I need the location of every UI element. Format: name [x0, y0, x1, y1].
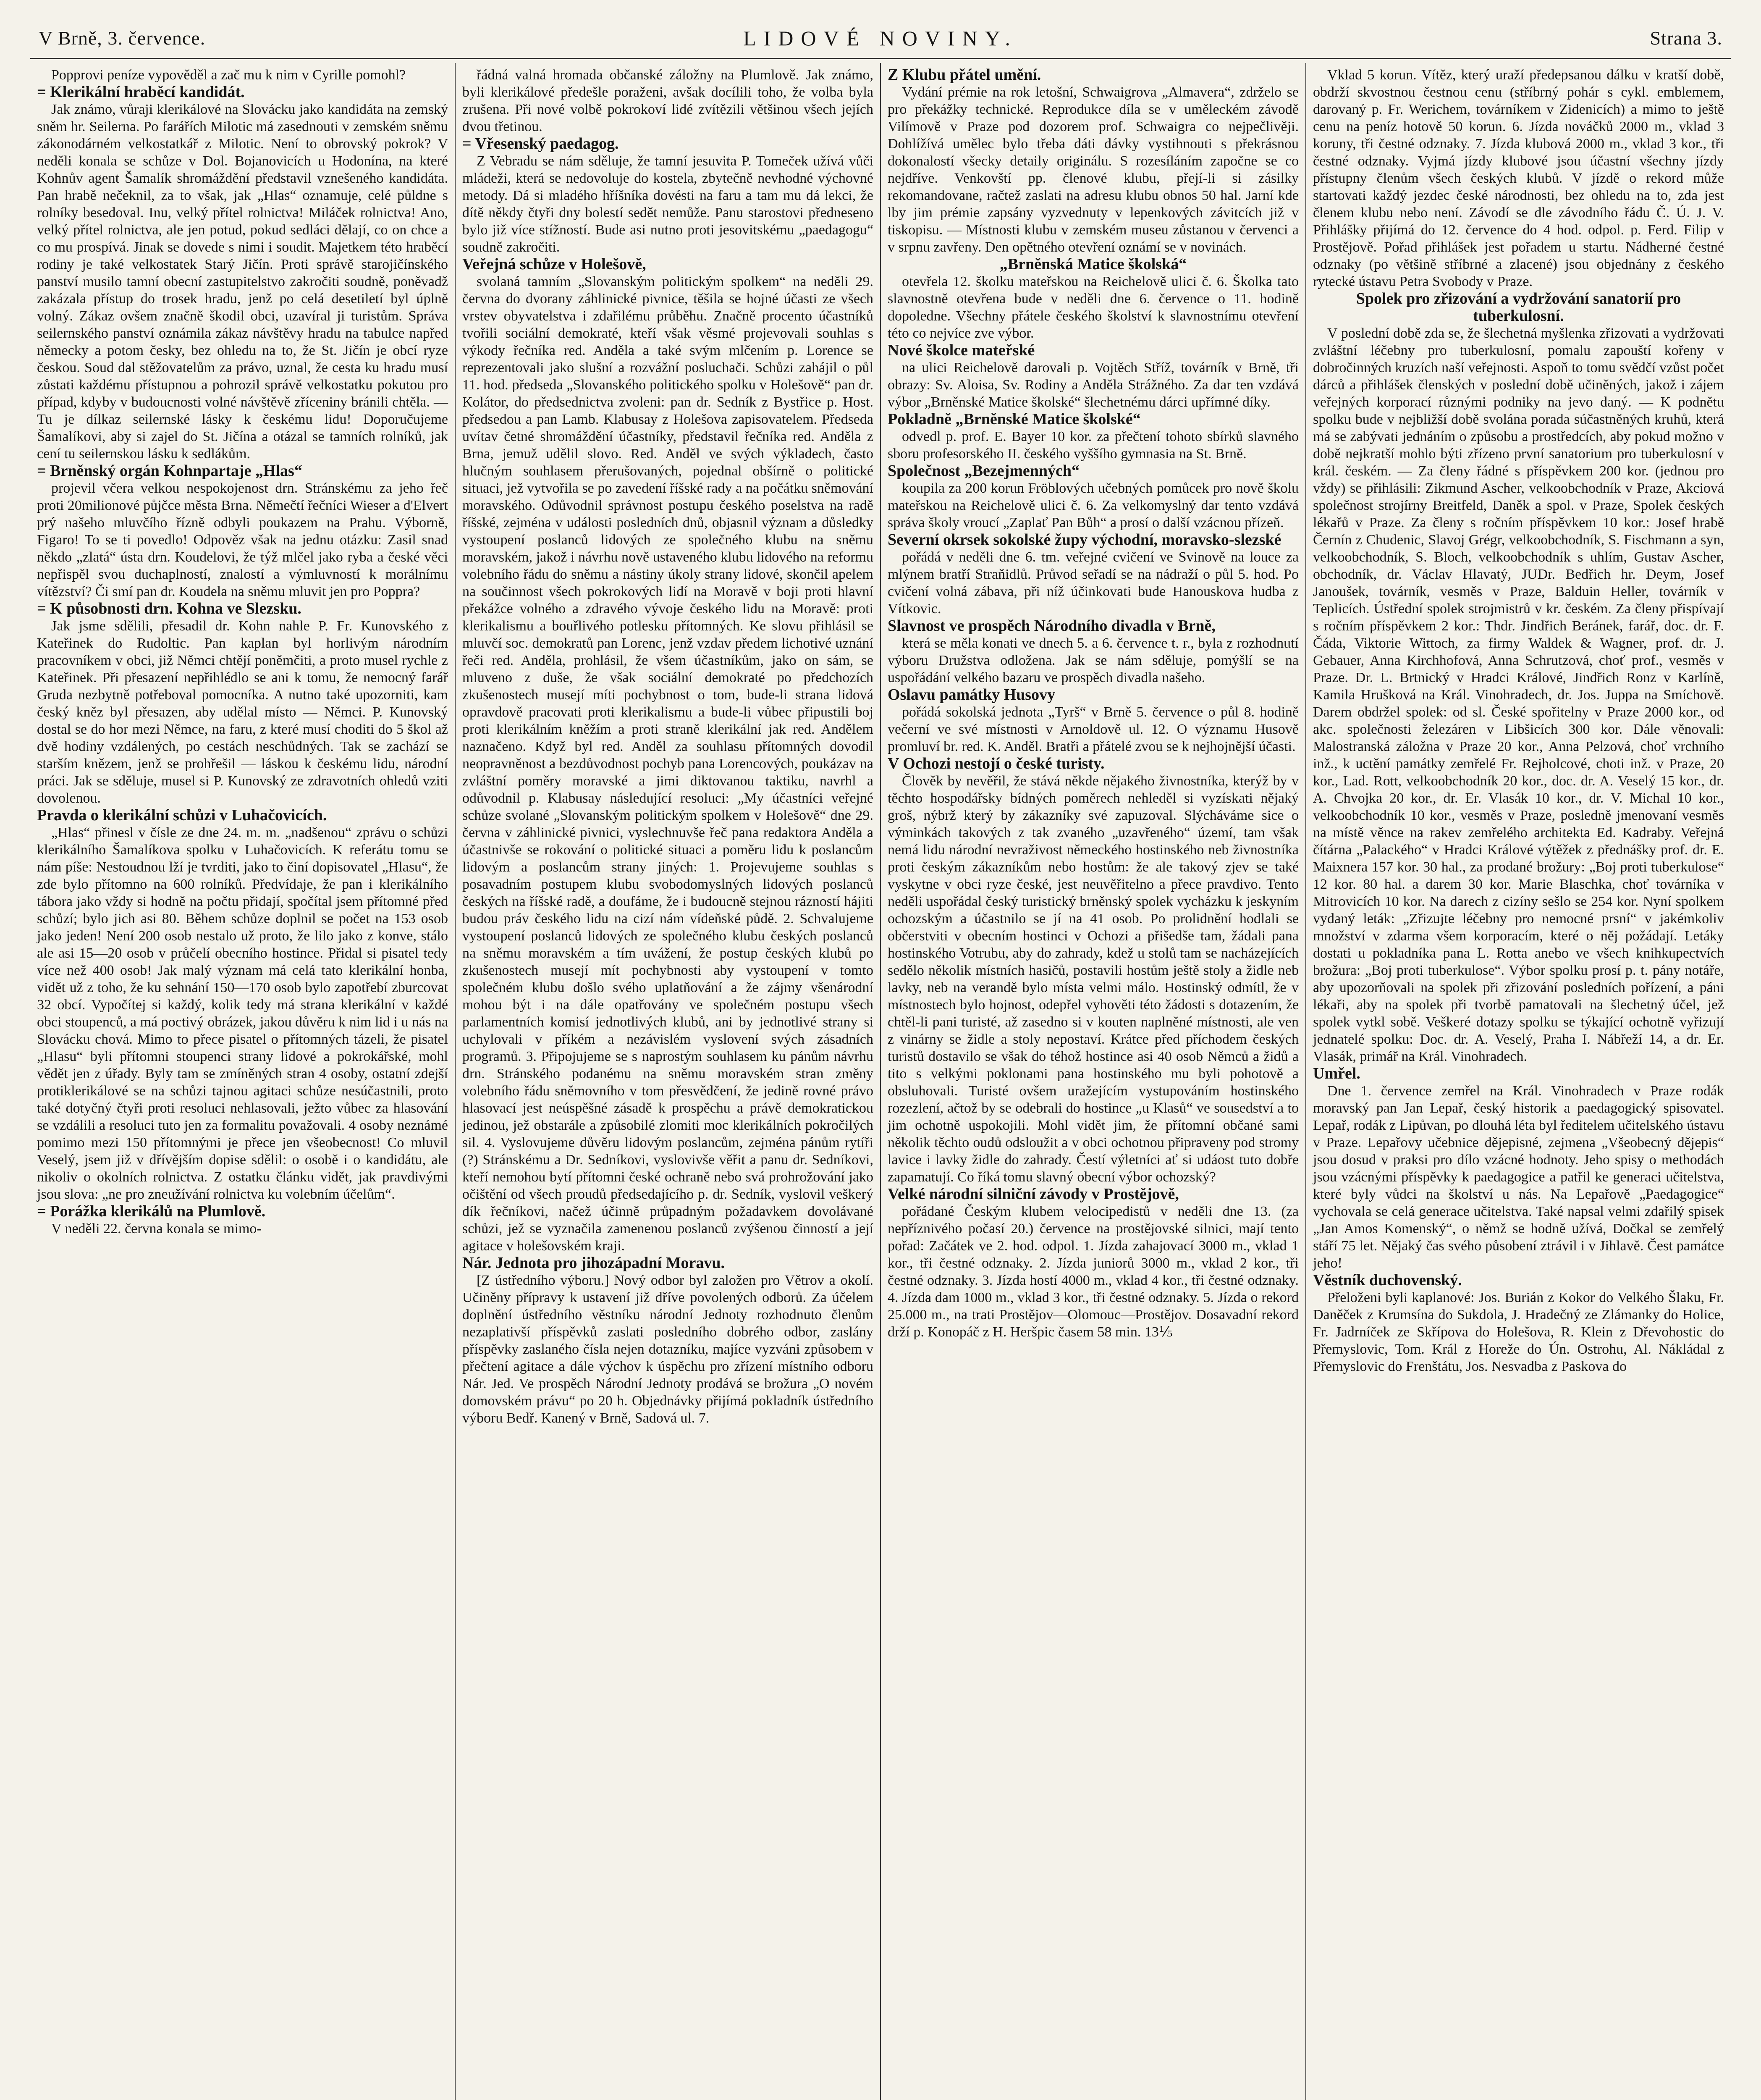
article-paragraph: pořádá sokolská jednota „Tyrš“ v Brně 5. července o půl 8. hodině večerní ve své místnosti v Arnoldově ul. 12. O významu Husově promluví br. red. K. Anděl. Bratři a přátelé zvou se k nejhojnější účasti.	[888, 704, 1299, 754]
article-heading: Oslavu památky Husovy	[888, 686, 1056, 704]
column-4	[1305, 63, 1731, 2100]
column-3	[880, 63, 1305, 2100]
article-paragraph: Z Vebradu se nám sděluje, že tamní jesuvita P. Tomeček užívá vůči mládeži, která se nedovoluje do kostela, zbytečně nevhodné výchovné metody. Dá si mladého hříšníka dovésti na faru a tam mu dá lekci, že dítě někdy čtyři dny bolestí sedět nemůže. Panu starostovi předneseno bylo již více stížností. Bude asi nutno proti jesovitskému „paedagogu“ soudně zakročiti.	[462, 153, 873, 255]
article-heading: Veřejná schůze v Holešově,	[462, 255, 646, 273]
article-paragraph: Přeloženi byli kaplanové: Jos. Burián z Kokor do Velkého Šlaku, Fr. Daněček z Krumsína do Sukdola, J. Hradečný ze Zlámanky do Holice, Fr. Jadrníček ze Skřípova do Holešova, R. Klein z Dřevohostic do Přemyslovic, Tom. Král z Horeže do Ún. Ostrohu, Al. Nákládal z Přemyslovic do Frenštátu, Jos. Nesvadba z Paskova do	[1313, 1290, 1724, 1374]
article-paragraph: Vklad 5 korun. Vítěz, který uraží předepsanou dálku v kratší době, obdrží skvostnou čestnou cenu (stříbrný pohár s cykl. emblemem, darovaný p. Fr. Werichem, továrníkem v Zidenicích) a mimo to ještě cenu na peníz hotově 50 korun. 6. Jízda nováčků 2000 m., vklad 3 koruny, tři čestné odznaky. 7. Jízda klubová 2000 m., vklad 3 kor., tři čestné odznaky. Vyjmá jízdy klubové jsou účastní všechny jízdy přístupny členům všech českých klubů. V jízdě o rekord může startovati každý jezdec české národnosti, bez ohledu na to, zda jest členem klubu nebo není. Závodí se dle závodního řádu Č. Ú. J. V. Přihlášky přijímá do 12. července do 4 hod. odpol. p. Ferd. Filip v Prostějově. Pořad přihlášek jest pořadem u startu. Nádherné čestné odznaky (po většině stříbrné a zlacené) jsou objednány z českého rytecké ústavu Petra Svobody v Praze.	[1313, 67, 1724, 289]
header-date: V Brně, 3. července.	[39, 27, 206, 49]
article-heading: = Klerikální hraběcí kandidát.	[37, 83, 245, 101]
article-paragraph: koupila za 200 korun Fröblových učebných pomůcek pro nově školu mateřskou na Reichelově ulici č. 6. Za velkomyslný dar tento vzdává správa školy vroucí „Zaplať Pan Bůh“ a prosí o další vzácnou přízeň.	[888, 480, 1299, 530]
article-paragraph: která se měla konati ve dnech 5. a 6. července t. r., byla z rozhodnutí výboru Družstva odložena. Jak se nám sděluje, pomýšlí se na uspořádání velkého bazaru ve prospěch divadla našeho.	[888, 635, 1299, 685]
article-paragraph: na ulici Reichelově darovali p. Vojtěch Stříž, továrník v Brně, tři obrazy: Sv. Aloisa, Sv. Rodiny a Anděla Strážného. Za dar ten vzdává výbor „Brněnské Matice školské“ šlechetnému dárci upřímné díky.	[888, 360, 1299, 410]
article-paragraph: projevil včera velkou nespokojenost drn. Stránskému za jeho řeč proti 20milionové půjčce města Brna. Němečtí řečníci Wieser a d'Elvert prý našeho mluvčího řízně odbyli poukazem na Prahu. Výborně, Figaro! To se ti povedlo! Odpověz však na jednu otázku: Zasil snad někdo „zlatá“ ústa drn. Koudelovi, že týž mlčel jako ryba a české věci nepřispěl svou duchaplností, znalostí a výmluvností k morálnímu vítězství? Či smí pan dr. Koudela na sněmu mluvit jen pro Poppra?	[37, 480, 448, 599]
article-paragraph: Dne 1. července zemřel na Král. Vinohradech v Praze rodák moravský pan Jan Lepař, český historik a paedagogický spisovatel. Lepař, rodák z Lipůvan, po dlouhá léta byl ředitelem učitelského ústavu v Praze. Lepařovy učebnice dějepisné, zejmena „Všeobecný dějepis“ jsou dosud v praksi pro dílo vzácné hodnoty. Jeho spisy o methodách jsou vzácnými příspěvky k paedagogice a patřil ke generaci učitelstva, které byly vůdci na školství u nás. Na Lepařově „Paedagogice“ vychovala se celá generace učitelstva. Také napsal velmi zdařilý spisek „Jan Amos Komenský“, o němž se hodně užívá, Dočkal se zemřelý stáří 75 let. Nějaký čas svého působení ztrávil i v Jihlavě. Čest památce jeho!	[1313, 1083, 1724, 1271]
article-heading: Nové školce mateřské	[888, 341, 1035, 359]
article-heading-centered: „Brněnská Matice školská“	[999, 255, 1187, 273]
article-paragraph: otevřela 12. školku mateřskou na Reichelově ulici č. 6. Školka tato slavnostně otevřena bude v neděli dne 6. července o 11. hodině dopoledne. Všechny přátele českého školství k slavnostnímu otevření této co nejvíce zve výbor.	[888, 274, 1299, 341]
article-heading-centered: Spolek pro zřizování a vydržování sanatorií pro tuberkulosní.	[1356, 290, 1681, 325]
masthead-title: LIDOVÉ NOVINY.	[743, 26, 1018, 50]
article-paragraph: Popprovi peníze vypověděl a zač mu k nim v Cyrille pomohl?	[51, 67, 406, 83]
article-heading: Pokladně „Brněnské Matice školské“	[888, 410, 1141, 428]
article-heading: Severní okrsek sokolské župy východní, moravsko-slezské	[888, 531, 1281, 549]
article-heading: V Ochozi nestojí o české turisty.	[888, 755, 1105, 772]
article-heading: = Porážka klerikálů na Plumlově.	[37, 1202, 266, 1220]
article-paragraph: V neděli 22. června konala se mimo-	[51, 1221, 262, 1236]
article-paragraph: svolaná tamním „Slovanským politickým spolkem“ na neděli 29. června do dvorany záhlinické pivnice, těšila se hojné účasti ze všech vrstev obyvatelstva i zdařilému průběhu. Značně procento účastníků tvořili sociální demokraté, kteří však věsmé projevovali souhlas s výkody řečníka red. Anděla a také svým mlčením p. Lorence se reprezentovali jako slušní a rozvážní posluchači. Schůzi zahájil o půl 11. hod. předseda „Slovanského politického spolku v Holešově“ pan dr. Kolátor, do předsednictva zvoleni: pan dr. Sedník z Bystřice p. Host. předsedou a pan Lamb. Klabusay z Holešova zapisovatelem. Předseda uvítav četné shromáždění účastníky, představil řečníka red. Anděla z Brna, jemuž udělil slovo. Red. Anděl ve svých výkladech, často hlučným souhlasem přerušovaných, pojednal obšírně o politické situaci, jež vytvořila se po zavedení říšské rady a na počátku sněmování moravského. Odůvodnil správnost postupu českého poselstva na radě říšské, zejména v události posledních dnů, objasnil význam a důsledky vystoupení poslanců lidových ze společného klubu na sněmu moravském, jakož i návrhu nově ustaveného klubu lidového na reformu volebního řádu do sněmu a nástiny úkoly strany lidové, skončil apelem na součinnost všech pokrokových lidí na Moravě v boji proti hlavní překážce volného a zdravého vývoje českého lidu na Moravě: proti klerikalismu a bouřlivého potlesku přítomných. Ke slovu přihlásil se mluvčí soc. demokratů pan Lorenc, jenž vzdav předem lichotivé uznání řeči red. Anděla, prohlásil, že všem účastníkům, jako on sám, se mluveno z duše, že však sociální demokraté po předchozích zkušenostech musejí míti pochybnost o tom, bude-li strana lidová opravdově pracovati proti klerikalismu a bude-li vůbec připustili boj proti klerikálním kněžím a proti straně klerikální jak red. Andělem naznačeno. Když byl red. Anděl za souhlasu přítomných dovodil neopravněnost a bezdůvodnost pochyb pana Lorencových, poukázav na zvláštní poměry moravské a jimi diktovanou taktiku, navrhl a odůvodnil p. Klabusay následující resoluci: „My účastníci veřejné schůze svolané „Slovanským politickým spolkem v Holešově“ dne 29. června v záhlinické pivnici, vyslechnuvše řeč pana redaktora Anděla a účastnivše se rokování o politické situaci a poměru lidu k poslancům lidovým a poslancům strany jiných: 1. Projevujeme souhlas s posavadním postupem klubu svobodomyslných lidových poslanců českých na říšské radě, a doufáme, že i budoucně stejnou rázností hájiti budou práv českého lidu na cizí nám vídeňské půdě. 2. Schvalujeme vystoupení poslanců lidových ze společného klubu českých poslanců na sněmu moravském a tím uvážení, že postup českých klubů po zkušenostech musejí mít pochybnosti aby vystoupení v tomto společném klubu došlo svého uplatňování a že zájmy všenárodní mohou být i na dále opatřovány ve společném postupu všech parlamentních komisí jednotlivých klubů, ani by jednotlivé strany si uchylovali v příkém a nezávislém vyslovení svých zásadních programů. 3. Připojujeme se s naprostým souhlasem ku pánům návrhu drn. Stránského podanému na sněmu moravském stran změny volebního řádu sněmovního v tom přesvědčení, že jedině rovné právo hlasovací jest neúspěšné zásadě k prospěchu a právě demokratickou jedinou, jež obstarále a způsobilé zlomiti moc klerikálních pokročilých sil. 4. Vyslovujeme důvěru lidovým poslancům, zejména pánům rytíři (?) Stránskému a Dr. Sedníkovi, vyslovivše věřit a panu dr. Sedníkovi, kteří nemohou bytí přítomni české ochraně nebo svá prohrožování jako očištění od všech proudů předsedajícího p. dr. Sedník, vyslovil veškerý dík řečníkovi, načež účinně průpadným požadavkem dovolávané schůzi, jež se vyznačila zamenenou poslanců zvýšenou činností a její agitace v holešovském kraji.	[462, 274, 873, 1254]
article-paragraph: Člověk by nevěřil, že stává někde nějakého živnostníka, kterýž by v těchto hospodářsky bídných poměrech nehleděl si vyzískati nějaký groš, nýbrž který by zákazníky své zapuzoval. Slýcháváme sice o výminkách takových z tak zvaného „uzavřeného“ území, tam však nemá lidu národní nevraživost německého hostinského neb živnostníka proti českým zákazníkům nebo hostům: že ale takový zjev se také vyskytne v obci ryze české, jest neuvěřitelno a přece pravdivo. Tento neděli uspořádal český turistický brněnský spolek vycházku k jeskyním ochozským a účastnilo se jí na 41 osob. Po prolidnění hodlali se občerstviti v obecním hostinci v Ochozi a přišedše tam, žádali pana hostinského Votrubu, aby do zahrady, kdež u stolů tam se nacházejících sedělo několik místních hasičů, postavili hostům ještě stoly a židle neb lavky, neb na verandě bylo místa velmi málo. Hostinský odmítl, že v místnostech bylo hojnost, odepřel vyhověti této žádosti s dotazením, že chtěl-li pani turisté, až zasedno si v kouten naplněné místnosti, ale ven z vinárny se židle a stoly nepostaví. Krátce před příchodem českých turistů dostavilo se však do téhož hostince asi 40 osob Němců a židů a tito s velkými poklonami pana hostinského mu byli pohotově a obsluhovali. Turisté ovšem uražejícím vystupováním hostinského rozezlení, ačtož by se odebrali do hostince „u Klasů“ ve sousedství a to jim ochotně uspokojili. Mohl vidět jim, že přítomní občané sami několik těchto oudů odsloužit a v obci ochotnou připraveny pod stromy lavice i lavky židle do zahrady. Čestí výletníci ať si udáost tuto dobře zapamatují. Co říká tomu slavný obecní výbor ochozský?	[888, 773, 1299, 1185]
article-paragraph: V poslední době zda se, že šlechetná myšlenka zřizovati a vydržovati zvláštní léčebny pro tuberkulosní, pomalu zapouští kořeny v dobročinných kruzích naší veřejnosti. Aspoň to tomu svědčí vzůst počet dárců a přihlášek členských v poslední době učiněných, jakož i zájem veřejných korporací různými podniky na jevo daný. — K podnětu spolku bude v nejbližší době svolána porada súčastněných kruhů, která má se zabývati jednáním o způsobu a prostředcích, aby pokud možno v době nejkratší mohlo býti zřízeno první sanatorium pro tuberkulosní v král. českém. — Za členy řádné s příspěvkem 200 kor. (jednou pro vždy) se přihlásili: Zikmund Ascher, velkoobchodník v Praze, Akciová společnost strojírny Breitfeld, Daněk a spol. v Praze, Spolek českých lékařů v Praze. Za členy s ročním příspěvkem 10 kor.: Josef hrabě Černín z Chudenic, Slavoj Grégr, velkoobchodník, S. Fischmann a syn, velkoobchodník, S. Bloch, velkoobchodník s uhlím, Gustav Ascher, obchodník, dr. Václav Hlavatý, JUDr. Bedřich hr. Deym, Josef Janoušek, továrník, vesměs v Praze, Balduin Heller, továrník v Teplicích. Ústřední spolek strojmistrů v kr. českém. Za členy přispívají s ročním příspěvkem 2 kor.: Thdr. Jindřich Beránek, farář, doc. dr. F. Čáda, Viktorie Wittoch, za firmy Waldek & Wagner, prof. dr. J. Gebauer, Anna Kirchhofová, Anna Schrutzová, choť prof., vesměs v Praze. Dr. L. Brtnický v Hradci Králové, Jindřich Ronz v Karlíně, Kamila Hrušková na Král. Vinohradech, dr. Jos. Juppa na Smíchově. Darem obdržel spolek: od sl. České spořitelny v Praze 2000 kor., od akc. společnosti železáren v Libšicích 300 kor. Dále věnovali: Malostranská záložna v Praze 20 kor., Anna Pelzová, choť vrchního inž., k uctění památky zemřelé Fr. Rejholcové, choti inž. v Praze, 20 kor., Lad. Rott, velkoobchodník 20 kor., doc. dr. A. Veselý 15 kor., dr. A. Chvojka 20 kor., dr. Er. Vlasák 10 kor., dr. V. Michal 10 kor., velkoobchodník 10 kor., vesměs v Praze, posledně jmenovaní vesměs na místě věnce na rakev zemřelého architekta Ed. Kadraby. Veřejná čítárna „Palackého“ v Hradci Králové výtěžek z přednášky prof. dr. E. Maixnera 157 kor. 30 hal., za prodané brožury: „Boj proti tuberkulose“ 12 kor. 80 hal. a darem 30 kor. Marie Blaschka, choť továrníka v Mitrovicích 10 kor. Na darech z cizíny sešlo se 254 kor. Nyní spolkem vydaný leták: „Zřizujte léčebny pro nemocné prsní“ v jakémkoliv množství v zdarma všem korporacím, které o něj požádají. Letáky dostati u pokladníka pana L. Rotta anebo ve všech knihkupectvích brožura: „Boj proti tuberkulose“. Výbor spolku prosí p. t. pány notáře, aby upozorňovali na spolek při zřizování posledních pořízení, a páni lékaři, aby na spolek při tvorbě pamatovali na šlechetný účel, jež spolek vytkl sobě. Veškeré dotazy spolku se týkající ochotně vyřizují jednatelé spolku: Doc. dr. A. Veselý, Praha I. Nábřeží 14, a dr. Er. Vlasák, primář na Král. Vinohradech.	[1313, 326, 1724, 1064]
article-heading: Společnost „Bezejmenných“	[888, 462, 1080, 480]
article-heading: Umřel.	[1313, 1065, 1360, 1082]
article-paragraph: pořádané Českým klubem velocipedistů v neděli dne 13. (za nepříznivého počasí 20.) července na prostějovské silnici, mají tento pořad: Začátek ve 2. hod. odpol. 1. Jízda zahajovací 3000 m., vklad 1 kor., tři čestné odznaky. 2. Jízda juniorů 3000 m., vklad 2 kor., tři čestné odznaky. 3. Jízda hostí 4000 m., vklad 4 kor., tři čestné odznaky. 4. Jízda dam 1000 m., vklad 3 kor., tři čestné odznaky. 5. Jízda o rekord 25.000 m., na trati Prostějov—Olomouc—Prostějov. Dosavadní rekord drží p. Konopáč z H. Heršpic časem 58 min. 13⅕	[888, 1204, 1299, 1340]
article-paragraph: pořádá v neděli dne 6. tm. veřejné cvičení ve Svinově na louce za mlýnem bratří Straňidlů. Průvod seřadí se na nádraží o půl 5. hod. Po cvičení volná zábava, při níž účinkovati bude Hanouskova hudba z Vítkovic.	[888, 549, 1299, 617]
article-heading: Nár. Jednota pro jihozápadní Moravu.	[462, 1254, 725, 1272]
running-head	[30, 19, 1731, 57]
article-paragraph: odvedl p. prof. E. Bayer 10 kor. za přečtení tohoto sbírků slavného sboru profesorského II. českého vyššího gymnasia na St. Brně.	[888, 429, 1299, 462]
article-paragraph: Jak jsme sdělili, přesadil dr. Kohn nahle P. Fr. Kunovského z Kateřinek do Rudoltic. Pan kaplan byl horlivým národním pracovníkem v obci, již Němci chtějí poněmčiti, a proto musel rychle z Kateřinek. Při přesazení nepřihlédlo se ani k tomu, že nemocný farář Gruda nezbytně potřeboval pomocníka. A nutno také upozorniti, kam český kněz byl přesazen, aby udělal místo — Němci. P. Kunovský dostal se do hor mezi Němce, na faru, z které musí choditi do 5 škol až dvě hodiny vzdálených, po cestách neschůdných. Tak se zachází se starším knězem, jenž se prohřešil — láskou k českému lidu, národní práci. Jak se sděluje, musel si P. Kunovský ze zdravotních ohledů vziti dovolenou.	[37, 618, 448, 806]
article-heading: Velké národní silniční závody v Prostějově,	[888, 1185, 1179, 1203]
article-heading: Z Klubu přátel umění.	[888, 66, 1041, 84]
article-paragraph: řádná valná hromada občanské záložny na Plumlově. Jak známo, byli klerikálové předešle poraženi, avšak docílili toho, že volba byla zrušena. Při nové volbě pokrokoví lidé zvítězili většinou všech jejích dvou třetinou.	[462, 67, 873, 134]
article-heading: = Vřesenský paedagog.	[462, 135, 619, 152]
column-1	[30, 63, 455, 2100]
article-columns	[30, 63, 1731, 2100]
article-paragraph: „Hlas“ přinesl v čísle ze dne 24. m. m. „nadšenou“ zprávu o schůzi klerikálního Šamalíkova spolku v Luhačovicích. K referátu tomu se nám píše: Nestoudnou lží je tvrditi, jako to činí dopisovatel „Hlasu“, že zde bylo přítomno na 600 rolníků. Předvídaje, že pan i klerikálního tábora jako vždy si hodně na počtu přidají, spočítal jsem přítomné před schůzí; bylo jich asi 80. Během schůze doplnil se počet na 153 osob jako jeden! Není 200 osob nestalo už proto, že lilo jako z konve, stálo ale asi 15—20 osob v průčelí obecního hostince. Přidal si pisatel tedy více než 400 osob! Jak malý význam má celá tato klerikální honba, vidět už z toho, že ku sehnání 150—170 osob bylo zapotřebí zburcovat 32 obcí. Vypočítej si každý, kolik tedy má strana klerikální v každé obci stoupenců, a má poctivý obrázek, jakou důvěru k nim lid i u nás na Slovácku chová. Mimo to přece pisatel o přítomných tázeli, že pisatel „Hlasu“ byli přítomni stoupenci strany lidové a pokrokářské, mohl vědět jen z úřady. Byly tam se zmíněných stran 4 osoby, ostatní zdejší protiklerikálové se na schůzi tajnou agitaci schůze nesúčastnili, proto také dotyčný čtyři proti resoluci nehlasovali, ježto vůbec za hlasování se vzdálili a resoluci tuto jen za formalitu považovali. 4 osoby neznámé pomimo mezi 150 přítomnými je přece jen všeobecnost! Co mluvil Veselý, jsem již v dřívějším dopise sdělil: o osobě i o kandidátu, ale nikoliv o okolních rolnictva. Z ostatku článku vidět, jak pravdivými jsou slova: „ne pro zneužívání rolnictva ku volebním účelům“.	[37, 825, 448, 1202]
article-heading: Věstník duchovenský.	[1313, 1271, 1462, 1289]
column-2	[455, 63, 880, 2100]
article-paragraph: Jak známo, vůraji klerikálové na Slovácku jako kandidáta na zemský sněm hr. Seilerna. Po farářích Milotic má zasednouti v zemském sněmu zákonodárném velkostatkář z Milotic. Není to obrovský pokrok? V neděli konala se schůze v Dol. Bojanovicích u Hodonína, na které Kohnův agent Šamalík shromáždění představil vznešeného kandidáta. Pan hrabě nečeknil, za to však, jak „Hlas“ oznamuje, celé půldne s rolníky besedoval. Inu, velký přítel rolnictva! Miláček rolnictva! Ano, velký přítel rolnictva, ale jen potud, pokud sedláci dělají, co on chce a co mu prospívá. Jinak se dovede s nimi i soudit. Majetkem této hraběcí rodiny je také velkostatek Starý Jičín. Proti správě starojičínského panství musilo tamní obecní zastupitelstvo zakročiti soudně, poněvadž zakázala přístup do trosek hradu, jenž po celá desetiletí byl úplně volný. Zákaz ovšem značně škodil obci, uzavíral ji turistům. Správa seilernského panství oznámila zákaz návštěvy hradu na tabulce napřed německy a potom česky, bez ohledu na to, že St. Jičín je obcí ryze českou. Soud dal stěžovatelům za právo, uznal, že cesta ku hradu musí zůstati každému přístupnou a pohrozil správě velkostatku pokutou pro případ, kdyby v budoucnosti volné návštěvě zříceniny bránili chtěla. — Tu je dílkaz seilernské lásky k českému lidu! Doporučujeme Šamalíkovi, aby si zajel do St. Jičína a otázal se tamních rolníků, jak cení tu seilernskou lásku k sedlákům.	[37, 102, 448, 462]
article-heading: Pravda o klerikální schůzi v Luhačovicích.	[37, 806, 327, 824]
header-rule	[30, 58, 1731, 59]
article-paragraph: Vydání prémie na rok letošní, Schwaigrova „Almavera“, zdrželo se pro překážky technické. Reprodukce díla se v uměleckém závodě Vilímově v Praze pod dozorem prof. Schwaigra co nejpečlivěji. Dohlížívá umělec bylo třeba dáti dávky vystihnouti s překrásnou dokonalostí všecky detaily originálu. S rozesíláním započne se co nejdříve. Venkovští pp. členové klubu, přejí-li si zásilky rekomandovane, račtež zaslati na adresu klubu obnos 50 hal. Jarní kde lby jim prémie zapsány vyzvednuty v lepenkových závitcích již v tiskopisu. — Místnosti klubu v zemském museu zůstanou v červenci a v srpnu zavřeny. Den opětného otevření oznámí se v novinách.	[888, 84, 1299, 255]
article-heading: = Brněnský orgán Kohnpartaje „Hlas“	[37, 462, 302, 480]
page-number: Strana 3.	[1650, 27, 1722, 49]
article-paragraph: [Z ústředního výboru.] Nový odbor byl založen pro Větrov a okolí. Učiněny přípravy k ustavení již dříve povolených odborů. Za účelem doplnění ústředního věstníku národní Jednoty rozhodnuto členům nezaplativší příspěvků zaslati posledního dobrého odbor, zaslány příspěvky zaslaného čísla nejen dotazníku, majíce vyzváni způsobem v přečtení agitace a dále výchov k úspěchu pro zřízení místního odboru Nár. Jed. Ve prospěch Národní Jednoty prodává se brožura „O novém domovském právu“ po 20 h. Objednávky přijímá pokladník ústředního výboru Bedř. Kanený v Brně, Sadová ul. 7.	[462, 1273, 873, 1426]
article-heading: Slavnost ve prospěch Národního divadla v Brně,	[888, 617, 1216, 635]
article-heading: = K působnosti drn. Kohna ve Slezsku.	[37, 600, 301, 617]
